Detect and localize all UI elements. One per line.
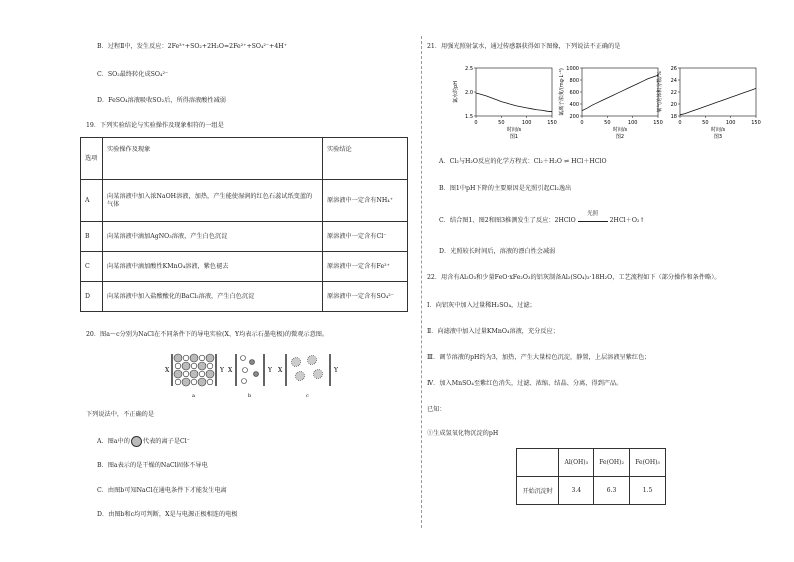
y-tick-label: 2.5: [465, 65, 473, 72]
fig-c-electrode-x: X: [278, 367, 283, 374]
q19-header-operation: 实验操作及现象: [103, 138, 323, 180]
lattice-large-ion: [198, 362, 206, 370]
lattice-small-ion: [175, 363, 181, 369]
y-axis-label: 氯离子浓度/(mg·L⁻¹): [559, 68, 565, 116]
fig-c-electrode-y: Y: [334, 367, 338, 374]
x-tick-label: 100: [725, 120, 736, 126]
series-line: [582, 75, 658, 110]
q21-chart-1-svg: [450, 62, 560, 142]
q22-table-value-fe2: 6.3: [594, 477, 630, 505]
q19-row-a-option: A: [81, 180, 103, 222]
chart-caption: 图2: [615, 134, 625, 140]
q20-option-a: [97, 436, 190, 447]
q19-row-d: [81, 282, 408, 312]
q20-option-a-pre: A．图a中的: [97, 438, 130, 445]
lattice-small-ion: [175, 379, 181, 385]
q19-table: [80, 137, 408, 312]
q22-step-3: Ⅲ．调节溶液的pH约为3，加热，产生大量棕色沉淀，静置，上层溶液呈紫红色；: [427, 354, 651, 361]
q18-option-c: C．SO₂最终转化成SO₄²⁻: [97, 71, 169, 78]
q22-table-value-fe3: 1.5: [630, 477, 666, 505]
q22-step-2: Ⅱ．向滤液中加入过量KMnO₄溶液，充分反应；: [427, 328, 559, 335]
fig-b-ion: [242, 379, 247, 384]
y-axis-label: 氯水的pH: [453, 81, 459, 103]
x-axis-label: 时间/s: [612, 127, 628, 133]
plot-frame: [680, 68, 756, 116]
y-tick-label: 20: [670, 101, 677, 108]
q22-step-1: Ⅰ．向铝灰中加入过量稀H₂SO₄，过滤；: [427, 302, 536, 309]
q21-option-c-pre: C．结合图1、图2和图3推测发生了反应：2HClO: [439, 217, 576, 224]
q19-row-b-option: B: [81, 222, 103, 252]
plot-frame: [476, 68, 552, 116]
reaction-line: [578, 221, 608, 222]
y-tick-label: 2.0: [465, 89, 473, 96]
q18-option-b: B．过程Ⅱ中，发生反应：2Fe³⁺+SO₂+2H₂O=2Fe²⁺+SO₄²⁻+4H⁺: [97, 43, 287, 50]
q22-table-header-row: [517, 449, 666, 477]
q21-option-c: [439, 211, 645, 225]
q22-table-corner: [517, 449, 559, 477]
q20-option-b: B．图a表示的是干燥的NaCl固体不导电: [97, 462, 208, 469]
lattice-large-ion: [206, 354, 214, 362]
q20-stem: 20．图a～c分别为NaCl在不同条件下的导电实验(X、Y均表示石墨电极)的微观示意图。: [86, 331, 329, 338]
q20-ask: 下列说法中，不正确的是: [86, 411, 155, 418]
q20-figure-a: [165, 354, 225, 399]
x-axis-label: 时间/s: [506, 127, 522, 133]
q21-stem: 21．用强光照射氯水，通过传感器获得如下图像，下列说法不正确的是: [427, 43, 621, 50]
y-tick-label: 24: [670, 77, 677, 84]
lattice-large-ion: [190, 354, 198, 362]
q21-chart-2: [556, 62, 666, 146]
q19-stem: 19．下列实验结论与实验操作及现象相符的一组是: [86, 122, 224, 129]
lattice-small-ion: [183, 371, 189, 377]
fig-a-electrode-y: Y: [220, 367, 224, 374]
lattice-large-ion: [198, 378, 206, 386]
fig-b-label: b: [248, 393, 252, 399]
q19-row-c-operation: 向某溶液中滴加酸性KMnO₄溶液，紫色褪去: [103, 252, 323, 282]
y-tick-label: 22: [670, 89, 677, 96]
lattice-large-ion: [174, 354, 182, 362]
x-tick-label: 0: [474, 120, 478, 126]
q19-row-a-conclusion: 原溶液中一定含有NH₄⁺: [323, 180, 408, 222]
y-tick-label: 200: [569, 113, 579, 120]
q21-chart-1: [450, 62, 560, 146]
lattice-large-ion: [190, 370, 198, 378]
fig-a-electrode-x: X: [165, 367, 170, 374]
q22-table-value-al: 3.4: [559, 477, 594, 505]
q19-row-c-conclusion: 原溶液中一定含有Fe²⁺: [323, 252, 408, 282]
reaction-condition: 光照: [587, 211, 599, 217]
fig-b-ion: [250, 360, 255, 365]
q21-chart-3: [654, 62, 764, 146]
q22-table-header-al: Al(OH)₃: [559, 449, 594, 477]
q19-row-d-option: D: [81, 282, 103, 312]
fig-b-ion: [241, 356, 246, 361]
q22-known: 已知：: [427, 406, 446, 413]
lattice-large-ion: [182, 378, 190, 386]
q19-row-d-operation: 向某溶液中加入盐酸酸化的BaCl₂溶液，产生白色沉淀: [103, 282, 323, 312]
fig-b-electrode-y: Y: [268, 367, 272, 374]
q19-row-b-operation: 向某溶液中滴加AgNO₃溶液，产生白色沉淀: [103, 222, 323, 252]
lattice-small-ion: [191, 379, 197, 385]
series-line: [680, 88, 756, 114]
lattice-small-ion: [199, 355, 205, 361]
y-tick-label: 400: [569, 101, 579, 108]
x-tick-label: 150: [547, 120, 557, 126]
q19-header-row: [81, 138, 408, 180]
q20-figures: [160, 348, 360, 400]
q19-row-d-conclusion: 原溶液中一定含有SO₄²⁻: [323, 282, 408, 312]
fig-b-ion: [243, 368, 248, 373]
x-tick-label: 50: [604, 120, 611, 126]
q22-stem: 22．用含有Al₂O₃和少量FeO·xFe₂O₃的铝灰制备Al₂(SO₄)₃·18H₂O，工艺流程如下（部分操作和条件略）。: [427, 274, 721, 281]
x-tick-label: 150: [751, 120, 761, 126]
q20-figure-b: [228, 354, 273, 399]
q22-table-header-fe3: Fe(OH)₃: [630, 449, 666, 477]
q19-row-b-conclusion: 原溶液中一定含有Cl⁻: [323, 222, 408, 252]
q19-row-a: [81, 180, 408, 222]
fig-c-hydrated-ion: [314, 370, 323, 379]
q20-option-c: C．由图b可知NaCl在通电条件下才能发生电离: [97, 487, 227, 494]
q19-row-b: [81, 222, 408, 252]
chart-caption: 图3: [713, 134, 723, 140]
lattice-large-ion: [174, 370, 182, 378]
q22-table-header-fe2: Fe(OH)₂: [594, 449, 630, 477]
q20-option-a-post: 代表的离子是Cl⁻: [142, 438, 191, 445]
q20-figure-c: [278, 354, 339, 399]
reaction-arrow: [578, 211, 608, 222]
q22-table-row: [517, 477, 666, 505]
lattice-small-ion: [207, 363, 213, 369]
q21-option-a: A．Cl₂与H₂O反应的化学方程式：Cl₂＋H₂O ⇌ HCl＋HClO: [439, 158, 607, 165]
q19-row-c: [81, 252, 408, 282]
fig-c-hydrated-ion: [292, 358, 301, 367]
q22-note: ①生成氢氧化物沉淀的pH: [427, 430, 499, 437]
q22-table: [516, 448, 666, 505]
q19-row-a-operation: 向某溶液中加入浓NaOH溶液，加热，产生能使湿润的红色石蕊试纸变蓝的气体: [103, 180, 323, 222]
q21-chart-2-svg: [556, 62, 666, 142]
q22-table-row-label: 开始沉淀时: [517, 477, 559, 505]
lattice-small-ion: [191, 363, 197, 369]
lattice-small-ion: [199, 371, 205, 377]
x-tick-label: 100: [521, 120, 532, 126]
x-tick-label: 50: [498, 120, 505, 126]
x-tick-label: 100: [627, 120, 638, 126]
y-tick-label: 1.5: [465, 113, 473, 120]
q21-chart-3-svg: [654, 62, 764, 142]
y-tick-label: 26: [670, 65, 677, 72]
fig-a-label: a: [192, 393, 195, 399]
x-tick-label: 0: [678, 120, 682, 126]
y-axis-label: 氧气的体积分数/%: [657, 71, 663, 113]
x-axis-label: 时间/s: [710, 127, 726, 133]
fig-c-hydrated-ion: [296, 372, 305, 381]
q20-option-d: D．由图b和c均可判断，X是与电源正极相连的电极: [97, 511, 238, 518]
q19-row-c-option: C: [81, 252, 103, 282]
series-line: [476, 93, 552, 112]
q19-header-option: 选项: [81, 138, 103, 180]
lattice-small-ion: [207, 379, 213, 385]
fig-a-lattice: [174, 354, 214, 386]
q21-option-b: B．图1中pH下降的主要原因是光照引起Cl₂逸出: [439, 185, 572, 192]
x-tick-label: 50: [702, 120, 709, 126]
fig-c-hydrated-ion: [308, 356, 317, 365]
fig-b-electrode-x: X: [228, 367, 233, 374]
column-divider: [421, 36, 422, 528]
x-tick-label: 0: [580, 120, 584, 126]
lattice-small-ion: [183, 355, 189, 361]
lattice-large-ion: [182, 362, 190, 370]
q18-option-d: D．FeSO₄溶液吸收SO₂后，所得溶液酸性减弱: [97, 97, 226, 104]
y-tick-label: 1000: [566, 65, 579, 72]
fig-c-label: c: [306, 393, 309, 399]
chart-caption: 图1: [509, 134, 519, 140]
ion-circle-icon: [131, 436, 142, 447]
y-tick-label: 600: [569, 89, 579, 96]
x-tick-label: 150: [653, 120, 663, 126]
y-tick-label: 800: [569, 77, 579, 84]
lattice-large-ion: [206, 370, 214, 378]
y-tick-label: 18: [670, 113, 677, 120]
q21-option-d: D．光照较长时间后，溶液的漂白性会减弱: [439, 248, 556, 255]
q19-header-conclusion: 实验结论: [323, 138, 408, 180]
q21-option-c-post: 2HCl＋O₂↑: [609, 217, 645, 224]
q22-step-4: Ⅳ．加入MnSO₄至紫红色消失，过滤、浓缩、结晶、分离，得到产品。: [427, 380, 623, 387]
fig-b-ion: [254, 372, 259, 377]
